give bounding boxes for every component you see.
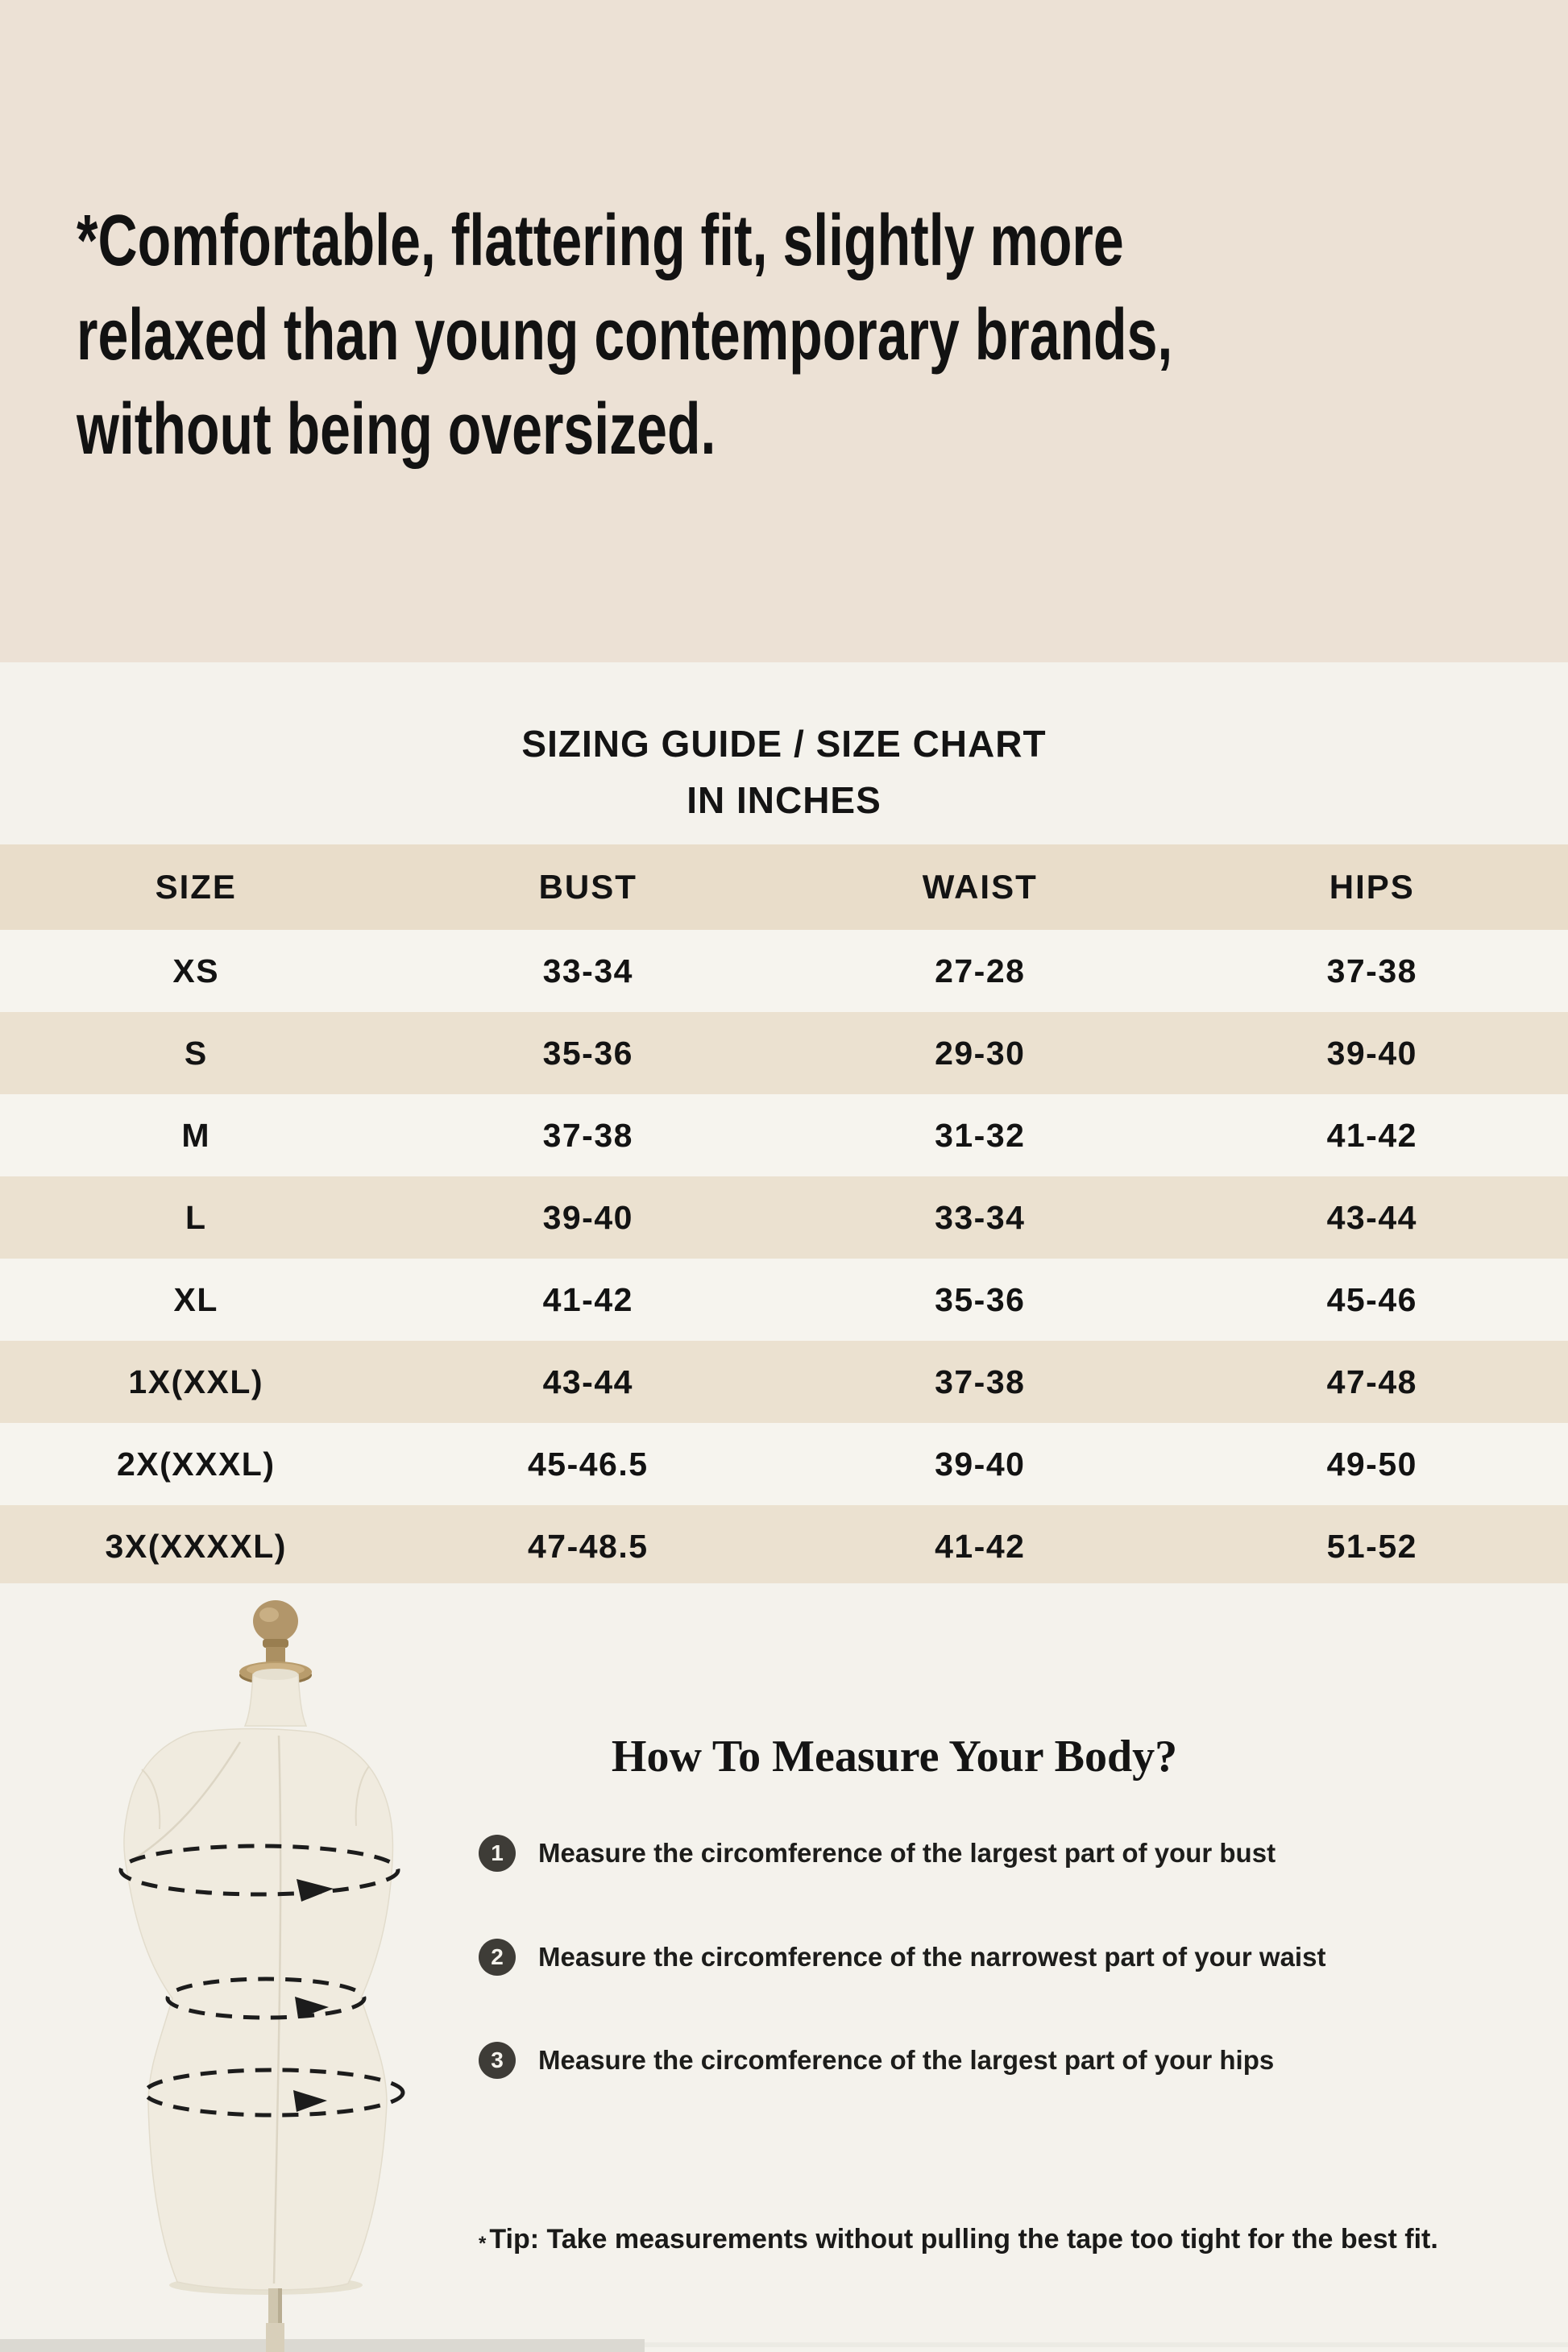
step-number-badge: 2 bbox=[479, 1939, 516, 1976]
bust-cell: 41-42 bbox=[542, 1280, 633, 1318]
hips-cell: 37-38 bbox=[1326, 952, 1417, 989]
mannequin-torso bbox=[124, 1729, 393, 2291]
column-header-hips: HIPS bbox=[1329, 868, 1415, 906]
measure-title: How To Measure Your Body? bbox=[611, 1732, 1178, 1782]
waist-cell: 39-40 bbox=[935, 1445, 1026, 1483]
size-table bbox=[0, 844, 1568, 1587]
bust-cell: 43-44 bbox=[542, 1363, 633, 1400]
waist-cell: 27-28 bbox=[935, 952, 1026, 989]
stand-pole bbox=[266, 2288, 284, 2352]
fit-description bbox=[77, 193, 1495, 476]
column-header-bust: BUST bbox=[538, 868, 637, 906]
column-header-waist: WAIST bbox=[922, 868, 1038, 906]
size-cell: 1X(XXL) bbox=[128, 1363, 264, 1400]
mannequin-neck bbox=[245, 1674, 306, 1726]
size-cell: XS bbox=[172, 952, 220, 989]
size-cell: 2X(XXXL) bbox=[116, 1445, 276, 1483]
hips-cell: 43-44 bbox=[1326, 1198, 1417, 1236]
bust-cell: 33-34 bbox=[542, 952, 633, 989]
table-row bbox=[0, 1094, 1568, 1176]
waist-cell: 29-30 bbox=[935, 1034, 1026, 1072]
bust-cell: 35-36 bbox=[542, 1034, 633, 1072]
waist-cell: 35-36 bbox=[935, 1280, 1026, 1318]
table-row bbox=[0, 1423, 1568, 1505]
fit-description-line-1: *Comfortable, flattering fit, slightly more bbox=[77, 199, 1124, 282]
neck-cap bbox=[253, 1669, 298, 1680]
tip-asterisk: * bbox=[479, 2233, 487, 2255]
column-header-size: SIZE bbox=[155, 868, 237, 906]
size-chart-title bbox=[0, 716, 1568, 828]
waist-cell: 37-38 bbox=[935, 1363, 1026, 1400]
step-number-badge: 1 bbox=[479, 1835, 516, 1872]
step-number-badge: 3 bbox=[479, 2042, 516, 2079]
measure-step bbox=[479, 1835, 1276, 1872]
step-text: Measure the circomference of the narrowest part of your waist bbox=[538, 1942, 1326, 1972]
table-header-row bbox=[0, 844, 1568, 930]
size-cell: L bbox=[185, 1198, 207, 1236]
hips-cell: 47-48 bbox=[1326, 1363, 1417, 1400]
hips-cell: 39-40 bbox=[1326, 1034, 1417, 1072]
bust-cell: 37-38 bbox=[542, 1116, 633, 1154]
bust-cell: 39-40 bbox=[542, 1198, 633, 1236]
size-chart-title-line-2: IN INCHES bbox=[687, 779, 881, 821]
dress-form-mannequin-image bbox=[113, 1594, 413, 2352]
table-row bbox=[0, 1505, 1568, 1587]
table-row bbox=[0, 1341, 1568, 1423]
table-row bbox=[0, 930, 1568, 1012]
hips-cell: 41-42 bbox=[1326, 1116, 1417, 1154]
bust-cell: 45-46.5 bbox=[527, 1445, 649, 1483]
fit-description-line-3: without being oversized. bbox=[77, 388, 716, 471]
size-chart-title-line-1: SIZING GUIDE / SIZE CHART bbox=[521, 723, 1047, 765]
measure-step bbox=[479, 2042, 1274, 2079]
waist-cell: 41-42 bbox=[935, 1527, 1026, 1565]
bust-cell: 47-48.5 bbox=[527, 1527, 649, 1565]
hips-cell: 49-50 bbox=[1326, 1445, 1417, 1483]
size-chart-section bbox=[0, 662, 1568, 1583]
table-row bbox=[0, 1259, 1568, 1341]
size-cell: 3X(XXXXL) bbox=[105, 1527, 287, 1565]
fit-description-line-2: relaxed than young contemporary brands, bbox=[77, 294, 1173, 376]
measure-step bbox=[479, 1939, 1325, 1976]
size-cell: XL bbox=[173, 1280, 218, 1318]
measure-tip bbox=[479, 2224, 1438, 2255]
table-row bbox=[0, 1176, 1568, 1259]
size-cell: M bbox=[181, 1116, 211, 1154]
table-row bbox=[0, 1012, 1568, 1094]
waist-cell: 31-32 bbox=[935, 1116, 1026, 1154]
intro-section bbox=[0, 0, 1568, 662]
step-text: Measure the circomference of the largest part of your hips bbox=[538, 2045, 1275, 2075]
hips-cell: 51-52 bbox=[1326, 1527, 1417, 1565]
step-text: Measure the circomference of the largest part of your bust bbox=[538, 1838, 1276, 1868]
photo-edge-faint bbox=[637, 2342, 1568, 2347]
measure-section bbox=[0, 1583, 1568, 2352]
size-cell: S bbox=[184, 1034, 208, 1072]
waist-cell: 33-34 bbox=[935, 1198, 1026, 1236]
tip-text: Tip: Take measurements without pulling the tape too tight for the best fit. bbox=[489, 2224, 1438, 2255]
hips-cell: 45-46 bbox=[1326, 1280, 1417, 1318]
